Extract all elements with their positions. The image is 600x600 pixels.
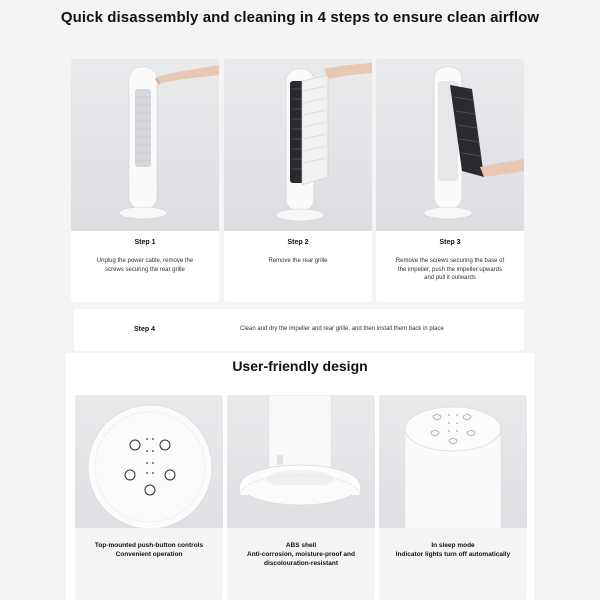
step-3-description: Remove the screws securing the base of the impeller, push the impeller upwards and pull it outwards [395,258,505,281]
step-card-3 [376,59,524,302]
design-title: User-friendly design [232,358,368,374]
step-1-title: Step 1 [134,239,156,246]
feature-1-caption: Top-mounted push-button controls Convenient operation [94,542,204,558]
feature-card-2 [227,395,375,600]
feature-3-photo [379,395,527,528]
step-4-description: Clean and dry the impeller and rear grille, and then install them back in place [240,326,444,332]
step-1-photo [71,59,219,231]
step-1-description: Unplug the power cable, remove the screws securing the rear grille [96,258,194,273]
feature-card-1 [75,395,223,600]
step-2-photo [224,59,372,231]
step-2-title: Step 2 [287,239,309,246]
step-3-photo [376,59,524,231]
step-card-4 [74,309,524,351]
design-section [66,353,534,600]
feature-1-photo [75,395,223,528]
step-2-description: Remove the rear grille [268,258,328,264]
step-card-2 [224,59,372,302]
step-card-1 [71,59,219,302]
page-title: Quick disassembly and cleaning in 4 steps to ensure clean airflow [60,9,540,26]
step-3-title: Step 3 [439,239,461,246]
feature-card-3 [379,395,527,600]
feature-2-photo [227,395,375,528]
feature-2-caption: ABS shell Anti-corrosion, moisture-proof and discolouration-resistant [247,542,355,567]
step-4-title: Step 4 [134,326,156,333]
feature-3-caption: In sleep mode Indicator lights turn off automatically [395,542,511,558]
